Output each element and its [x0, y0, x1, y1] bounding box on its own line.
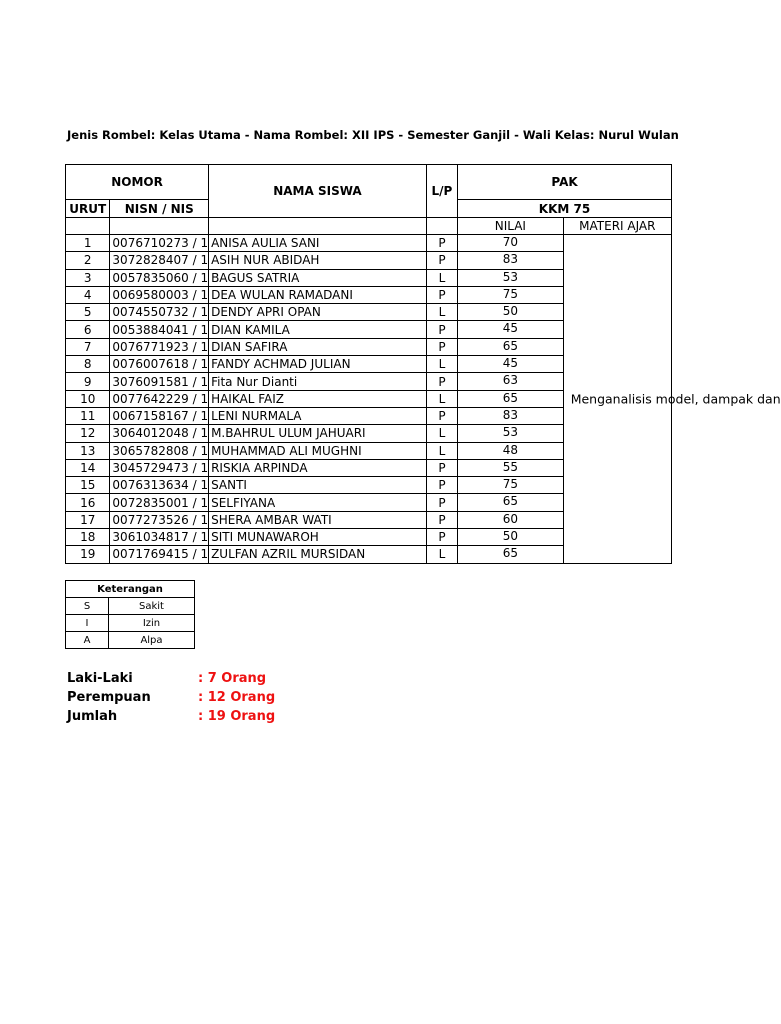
nisn-cell: 0077273526 / 1 — [110, 511, 209, 528]
gender-cell: L — [426, 442, 457, 459]
row-number: 4 — [66, 286, 110, 303]
score-cell: 45 — [458, 321, 564, 338]
keterangan-label: Sakit — [109, 598, 195, 615]
nisn-cell: 0076771923 / 1 — [110, 338, 209, 355]
keterangan-label: Alpa — [109, 632, 195, 649]
keterangan-row — [66, 615, 195, 632]
nisn-cell: 0076710273 / 1 — [110, 235, 209, 252]
keterangan-label: Izin — [109, 615, 195, 632]
student-name: DIAN KAMILA — [209, 321, 427, 338]
nilai-header: NILAI — [458, 218, 564, 235]
keterangan-title: Keterangan — [66, 581, 195, 598]
score-cell: 75 — [458, 286, 564, 303]
score-cell: 65 — [458, 546, 564, 563]
score-cell: 63 — [458, 373, 564, 390]
nisn-cell: 0057835060 / 1 — [110, 269, 209, 286]
row-number: 18 — [66, 529, 110, 546]
student-name: BAGUS SATRIA — [209, 269, 427, 286]
row-number: 5 — [66, 304, 110, 321]
row-number: 11 — [66, 407, 110, 424]
kkm-header: KKM 75 — [458, 200, 672, 218]
gender-cell: L — [426, 390, 457, 407]
gender-cell: P — [426, 286, 457, 303]
summary-laki-label: Laki-Laki — [67, 671, 133, 686]
nisn-header: NISN / NIS — [110, 200, 209, 218]
score-cell: 75 — [458, 477, 564, 494]
nisn-cell: 0071769415 / 1 — [110, 546, 209, 563]
gender-cell: L — [426, 269, 457, 286]
gender-cell: P — [426, 511, 457, 528]
empty-cell — [426, 218, 457, 235]
nisn-cell: 3064012048 / 1 — [110, 425, 209, 442]
score-cell: 55 — [458, 459, 564, 476]
row-number: 8 — [66, 356, 110, 373]
student-name: SHERA AMBAR WATI — [209, 511, 427, 528]
score-cell: 53 — [458, 269, 564, 286]
nisn-cell: 3065782808 / 1 — [110, 442, 209, 459]
row-number: 17 — [66, 511, 110, 528]
row-number: 2 — [66, 252, 110, 269]
score-cell: 50 — [458, 529, 564, 546]
nisn-cell: 3045729473 / 1 — [110, 459, 209, 476]
gender-cell: L — [426, 425, 457, 442]
student-row — [66, 235, 672, 252]
student-name: Fita Nur Dianti — [209, 373, 427, 390]
student-name: M.BAHRUL ULUM JAHUARI — [209, 425, 427, 442]
empty-cell — [66, 218, 110, 235]
materi-ajar-text: Menganalisis model, dampak dan — [570, 391, 781, 407]
row-number: 13 — [66, 442, 110, 459]
keterangan-code: S — [66, 598, 109, 615]
nomor-header: NOMOR — [66, 165, 209, 200]
gender-cell: P — [426, 529, 457, 546]
score-cell: 70 — [458, 235, 564, 252]
keterangan-row — [66, 632, 195, 649]
student-name: ANISA AULIA SANI — [209, 235, 427, 252]
score-cell: 83 — [458, 407, 564, 424]
row-number: 15 — [66, 477, 110, 494]
nisn-cell: 3072828407 / 1 — [110, 252, 209, 269]
row-number: 10 — [66, 390, 110, 407]
row-number: 19 — [66, 546, 110, 563]
student-name: SITI MUNAWAROH — [209, 529, 427, 546]
row-number: 6 — [66, 321, 110, 338]
student-name: DIAN SAFIRA — [209, 338, 427, 355]
score-cell: 83 — [458, 252, 564, 269]
nisn-cell: 0077642229 / 1 — [110, 390, 209, 407]
nisn-cell: 0074550732 / 1 — [110, 304, 209, 321]
student-name: ASIH NUR ABIDAH — [209, 252, 427, 269]
score-cell: 65 — [458, 338, 564, 355]
row-number: 3 — [66, 269, 110, 286]
gender-cell: L — [426, 304, 457, 321]
urut-header: URUT — [66, 200, 110, 218]
gender-cell: P — [426, 494, 457, 511]
row-number: 9 — [66, 373, 110, 390]
row-number: 16 — [66, 494, 110, 511]
student-name: SANTI — [209, 477, 427, 494]
nisn-cell: 0076007618 / 1 — [110, 356, 209, 373]
attendance-table — [65, 164, 781, 564]
score-cell: 60 — [458, 511, 564, 528]
materi-ajar-cell — [563, 235, 781, 564]
gender-cell: P — [426, 459, 457, 476]
gender-cell: P — [426, 407, 457, 424]
student-name: DENDY APRI OPAN — [209, 304, 427, 321]
gender-cell: P — [426, 477, 457, 494]
summary-jumlah-label: Jumlah — [67, 709, 118, 724]
nisn-cell: 0072835001 / 1 — [110, 494, 209, 511]
score-cell: 50 — [458, 304, 564, 321]
student-name: HAIKAL FAIZ — [209, 390, 427, 407]
nisn-cell: 3076091581 / 1 — [110, 373, 209, 390]
nisn-cell: 3061034817 / 1 — [110, 529, 209, 546]
gender-cell: P — [426, 338, 457, 355]
gender-cell: P — [426, 252, 457, 269]
gender-cell: L — [426, 546, 457, 563]
student-name: ZULFAN AZRIL MURSIDAN — [209, 546, 427, 563]
score-cell: 45 — [458, 356, 564, 373]
student-name: DEA WULAN RAMADANI — [209, 286, 427, 303]
student-name: RISKIA ARPINDA — [209, 459, 427, 476]
row-number: 12 — [66, 425, 110, 442]
row-number: 1 — [66, 235, 110, 252]
score-cell: 65 — [458, 390, 564, 407]
nisn-cell: 0067158167 / 1 — [110, 407, 209, 424]
gender-cell: P — [426, 373, 457, 390]
empty-cell — [209, 218, 427, 235]
summary-jumlah-value: : 19 Orang — [198, 709, 276, 724]
gender-cell: P — [426, 235, 457, 252]
student-name: MUHAMMAD ALI MUGHNI — [209, 442, 427, 459]
keterangan-code: I — [66, 615, 109, 632]
score-cell: 65 — [458, 494, 564, 511]
student-name: SELFIYANA — [209, 494, 427, 511]
student-name: FANDY ACHMAD JULIAN — [209, 356, 427, 373]
lp-header: L/P — [426, 165, 457, 218]
gender-cell: L — [426, 356, 457, 373]
row-number: 7 — [66, 338, 110, 355]
class-info: Jenis Rombel: Kelas Utama - Nama Rombel: XII IPS - Semester Ganjil - Wali Kelas: Nurul Wulan — [67, 128, 679, 142]
nisn-cell: 0053884041 / 1 — [110, 321, 209, 338]
materi-header: MATERI AJAR — [563, 218, 671, 235]
summary-perempuan-label: Perempuan — [67, 690, 151, 705]
score-cell: 53 — [458, 425, 564, 442]
subject-header: PAK — [458, 165, 672, 200]
nisn-cell: 0069580003 / 1 — [110, 286, 209, 303]
row-number: 14 — [66, 459, 110, 476]
keterangan-code: A — [66, 632, 109, 649]
keterangan-row — [66, 598, 195, 615]
nisn-cell: 0076313634 / 1 — [110, 477, 209, 494]
summary-perempuan-value: : 12 Orang — [198, 690, 276, 705]
summary-laki-value: : 7 Orang — [198, 671, 267, 686]
score-cell: 48 — [458, 442, 564, 459]
keterangan-table — [65, 580, 195, 649]
nama-header: NAMA SISWA — [209, 165, 427, 218]
student-name: LENI NURMALA — [209, 407, 427, 424]
gender-cell: P — [426, 321, 457, 338]
empty-cell — [110, 218, 209, 235]
